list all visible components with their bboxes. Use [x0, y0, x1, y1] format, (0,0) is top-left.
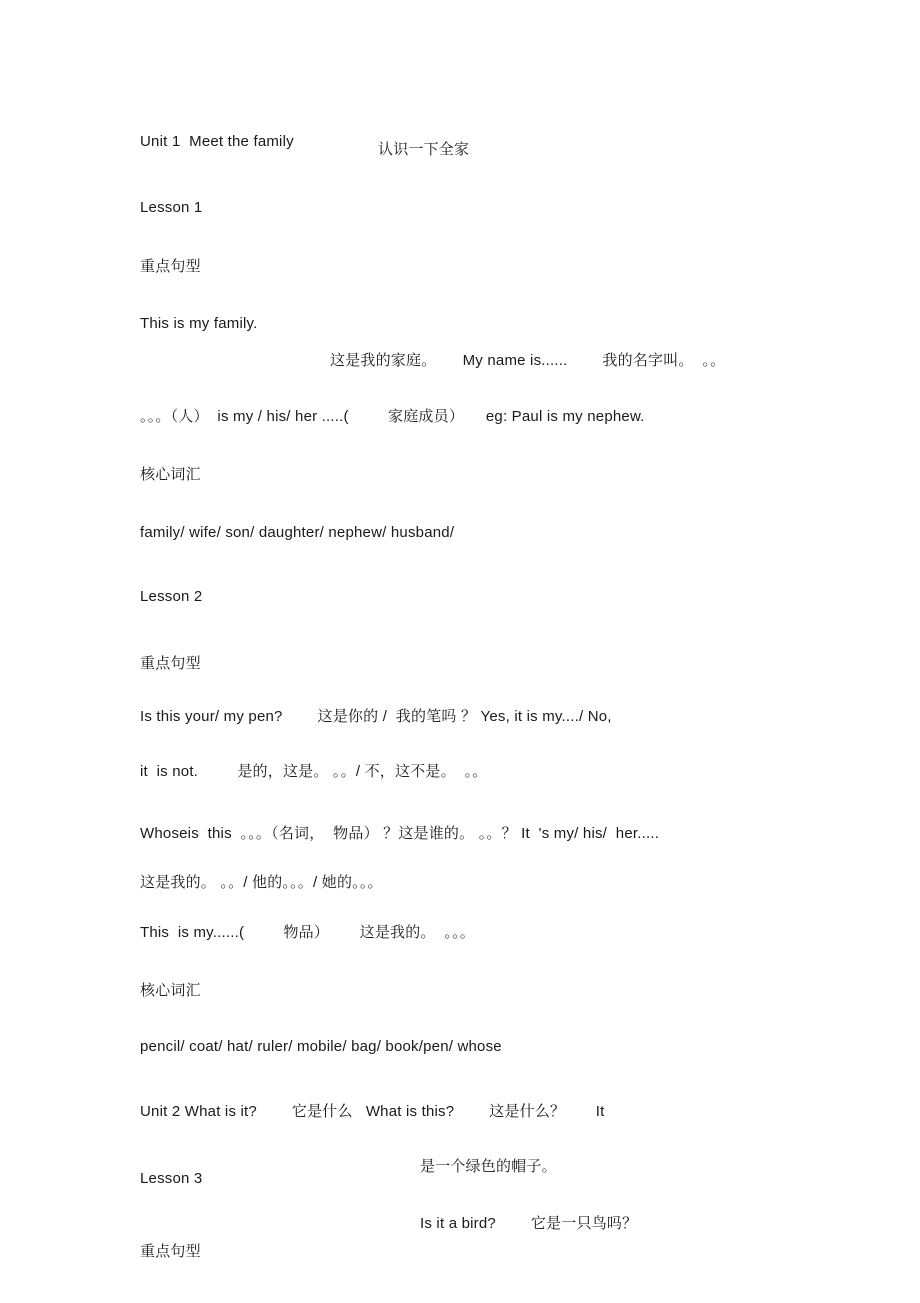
- key-sentences-heading-3: 重点句型: [140, 1243, 201, 1260]
- unit1-sentence-1: This is my family.: [140, 315, 258, 332]
- key-sentences-heading-2: 重点句型: [140, 655, 201, 672]
- unit1-sentence-1-translation: 这是我的家庭。 My name is...... 我的名字叫。 。。: [330, 352, 726, 369]
- vocab-list-1: family/ wife/ son/ daughter/ nephew/ husband/: [140, 524, 455, 541]
- unit1-title-translation: 认识一下全家: [378, 141, 470, 158]
- core-vocab-heading-2: 核心词汇: [140, 982, 201, 999]
- unit1-sentence-2: 。。。（人） is my / his/ her .....( 家庭成员） eg: Paul is my nephew.: [140, 408, 645, 425]
- unit2-sentence-1a: Is this your/ my pen? 这是你的 / 我的笔吗 ？ Yes, it is my..../ No,: [140, 708, 612, 725]
- unit2-sentence-1b: it is not. 是的，这是。 。。/ 不，这不是。 。。: [140, 763, 488, 780]
- unit2-sentence-2b: 这是我的。 。。/ 他的。。。/ 她的。。。: [140, 874, 383, 891]
- lesson-1-heading: Lesson 1: [140, 199, 203, 216]
- vocab-list-2: pencil/ coat/ hat/ ruler/ mobile/ bag/ book/pen/ whose: [140, 1038, 502, 1055]
- unit2-sentence-2a: Whoseis this 。。。（名词， 物品） ？这是谁的。 。。？ It 's my/ his/ her.....: [140, 825, 660, 842]
- lesson-2-heading: Lesson 2: [140, 588, 203, 605]
- lesson-3-heading: Lesson 3: [140, 1170, 203, 1187]
- unit3-sentence-1-translation: 是一个绿色的帽子。: [420, 1158, 557, 1175]
- unit2-title: Unit 2 What is it? 它是什么 What is this? 这是什么？ It: [140, 1103, 605, 1120]
- key-sentences-heading-1: 重点句型: [140, 258, 201, 275]
- unit2-sentence-3: This is my......( 物品） 这是我的。 。。。: [140, 924, 475, 941]
- core-vocab-heading-1: 核心词汇: [140, 466, 201, 483]
- unit3-sentence-2: Is it a bird? 它是一只鸟吗？: [420, 1215, 638, 1232]
- unit1-title: Unit 1 Meet the family: [140, 133, 294, 150]
